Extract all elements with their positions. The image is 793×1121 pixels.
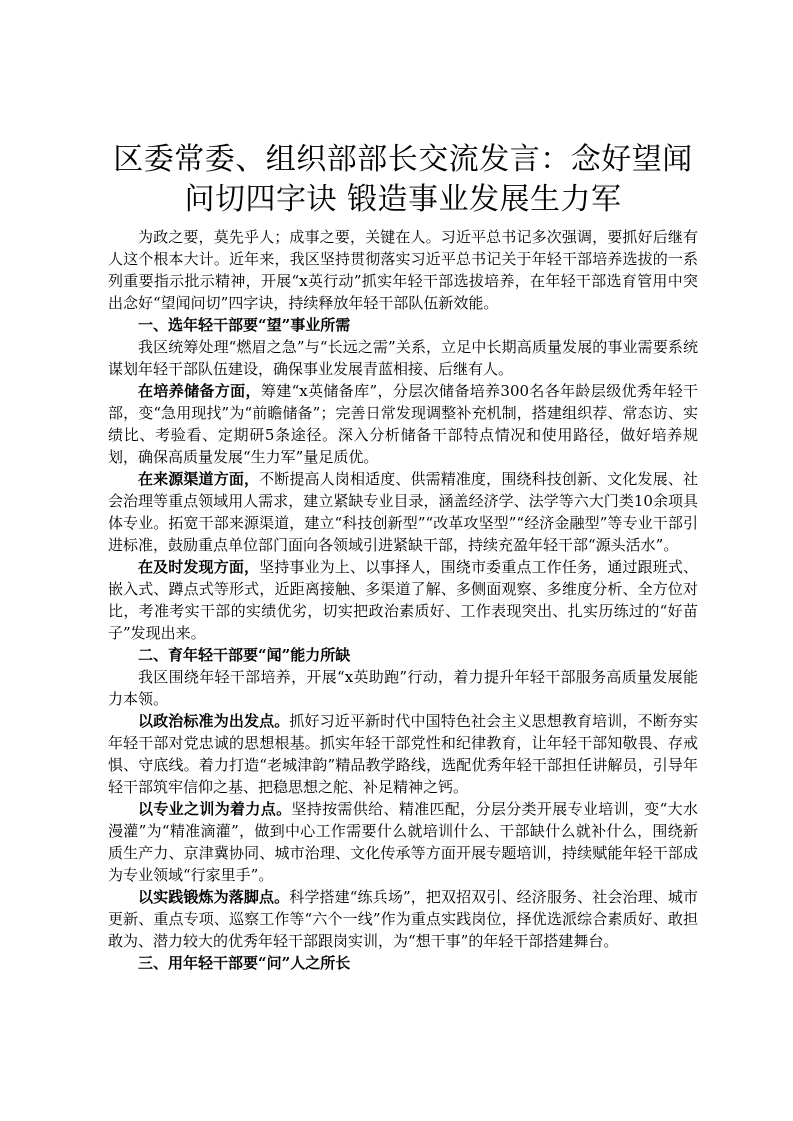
section-3-heading: 三、用年轻干部要“问”人之所长 bbox=[138, 954, 351, 972]
section-2-intro: 我区围绕年轻干部培养，开展“x英助跑”行动，着力提升年轻干部服务高质量发展能力本领。 bbox=[108, 668, 698, 708]
paragraph-body: 不断提高人岗相适度、供需精准度，围绕科技创新、文化发展、社会治理等重点领域用人需求，建立紧缺专业目录，涵盖经济学、法学等六大门类10余项具体专业。拓宽干部来源渠道，建立“科技创新型”“改革攻坚型”“经济金融型”等专业干部引进标准，鼓励重点单位部门面向各领域引进紧缺干部，持续充盈年轻干部“源头活水”。 bbox=[108, 470, 698, 554]
paragraph-lead: 以实践锻炼为落脚点。 bbox=[138, 888, 290, 906]
paragraph-body: 筹建“x英储备库”，分层次储备培养300名各年龄层级优秀年轻干部，变“急用现找”为“前瞻储备”；完善日常发现调整补充机制，搭建组织荐、常态访、实绩比、考验看、定期研5条途径。深入分析储备干部特点情况和使用路径，做好培养规划，确保高质量发展“生力军”量足质优。 bbox=[108, 382, 698, 466]
paragraph-lead: 在及时发现方面， bbox=[138, 558, 260, 576]
document-title: 区委常委、组织部部长交流发言：念好望闻问切四字诀 锻造事业发展生力军 bbox=[113, 142, 693, 217]
section-2-paragraph-3 bbox=[108, 886, 698, 952]
section-1-paragraph-1 bbox=[108, 380, 698, 468]
section-1-paragraph-2 bbox=[108, 468, 698, 556]
section-1-paragraph-3 bbox=[108, 556, 698, 644]
section-2-paragraph-2 bbox=[108, 798, 698, 886]
paragraph-body: 科学搭建“练兵场”，把双招双引、经济服务、社会治理、城市更新、重点专项、巡察工作等“六个一线”作为重点实践岗位，择优选派综合素质好、敢担敢为、潜力较大的优秀年轻干部跟岗实训，为“想干事”的年轻干部搭建舞台。 bbox=[108, 888, 698, 950]
paragraph-body: 坚持事业为上、以事择人，围绕市委重点工作任务，通过跟班式、嵌入式、蹲点式等形式，近距离接触、多渠道了解、多侧面观察、多维度分析、全方位对比，考准考实干部的实绩优劣，切实把政治素质好、工作表现突出、扎实历练过的“好苗子”发现出来。 bbox=[108, 558, 698, 642]
intro-paragraph: 为政之要，莫先乎人；成事之要，关键在人。习近平总书记多次强调，要抓好后继有人这个根本大计。近年来，我区坚持贯彻落实习近平总书记关于年轻干部培养选拔的一系列重要指示批示精神，开展“x英行动”抓实年轻干部选拔培养，在年轻干部选育管用中突出念好“望闻问切”四字诀，持续释放年轻干部队伍新效能。 bbox=[108, 228, 698, 312]
document-page bbox=[108, 140, 698, 974]
paragraph-body: 抓好习近平新时代中国特色社会主义思想教育培训，不断夯实年轻干部对党忠诚的思想根基。抓实年轻干部党性和纪律教育，让年轻干部知敬畏、存戒惧、守底线。着力打造“老城津韵”精品教学路线，选配优秀年轻干部担任讲解员，引导年轻干部筑牢信仰之基、把稳思想之舵、补足精神之钙。 bbox=[108, 712, 698, 796]
paragraph-lead: 在来源渠道方面， bbox=[138, 470, 260, 488]
paragraph-body: 坚持按需供给、精准匹配，分层分类开展专业培训，变“大水漫灌”为“精准滴灌”，做到中心工作需要什么就培训什么、干部缺什么就补什么，围绕新质生产力、京津冀协同、城市治理、文化传承等方面开展专题培训，持续赋能年轻干部成为专业领域“行家里手”。 bbox=[108, 800, 698, 884]
section-1-heading: 一、选年轻干部要“望”事业所需 bbox=[138, 316, 351, 334]
section-2-heading: 二、育年轻干部要“闻”能力所缺 bbox=[138, 646, 351, 664]
section-2-paragraph-1 bbox=[108, 710, 698, 798]
paragraph-lead: 以政治标准为出发点。 bbox=[138, 712, 290, 730]
paragraph-lead: 以专业之训为着力点。 bbox=[138, 800, 292, 818]
paragraph-lead: 在培养储备方面， bbox=[138, 382, 261, 400]
section-1-intro: 我区统筹处理“燃眉之急”与“长远之需”关系，立足中长期高质量发展的事业需要系统谋划年轻干部队伍建设，确保事业发展青蓝相接、后继有人。 bbox=[108, 338, 698, 378]
